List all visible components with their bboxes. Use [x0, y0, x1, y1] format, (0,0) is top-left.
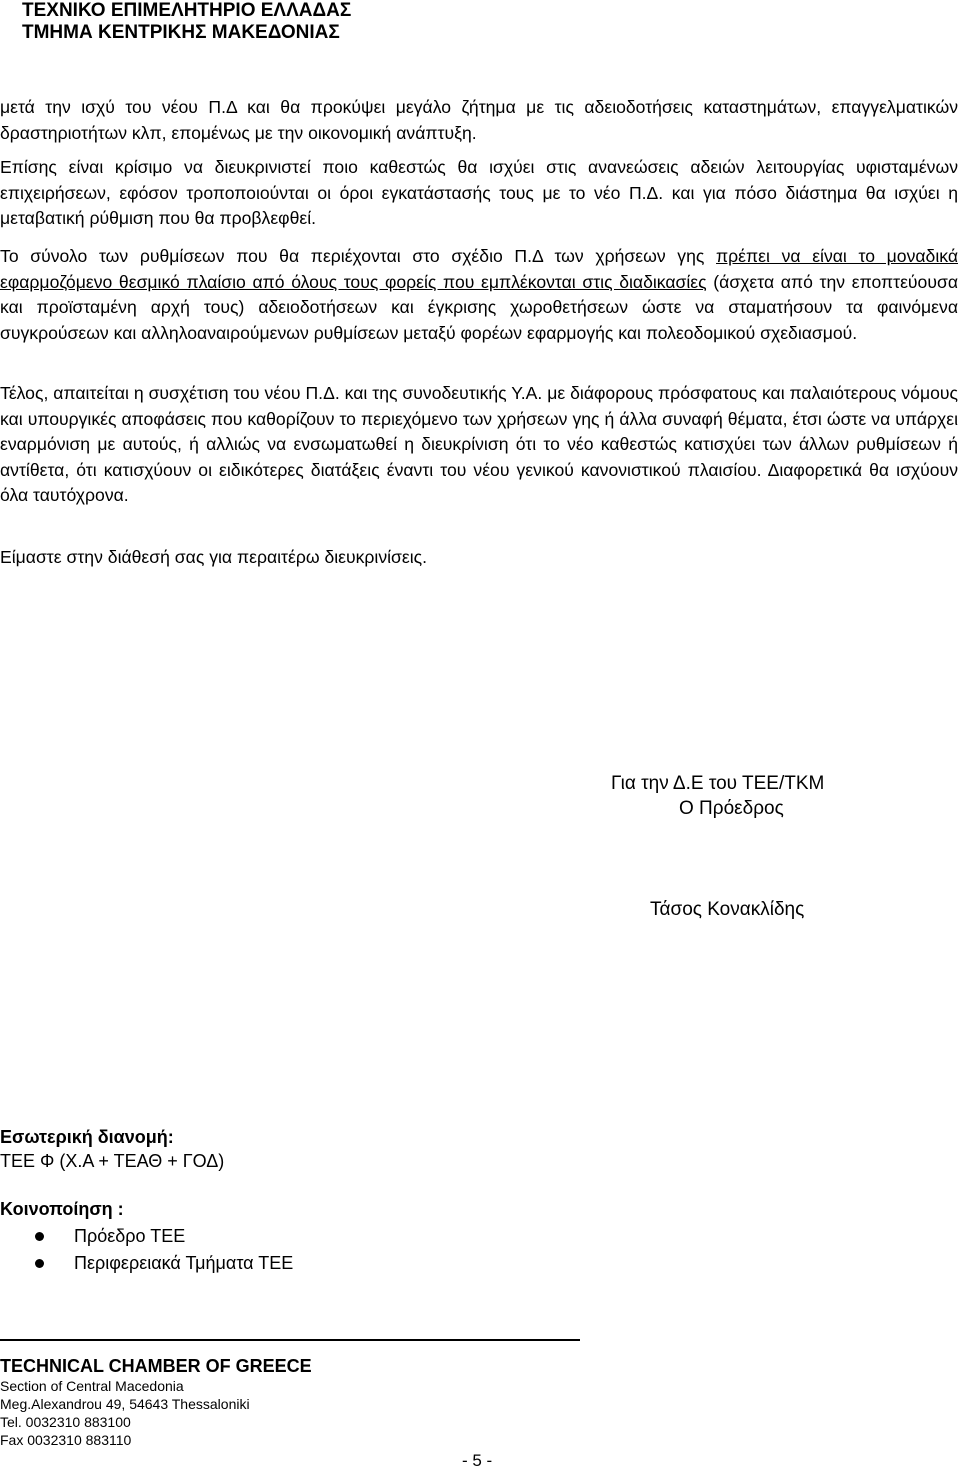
- paragraph-5: Είμαστε στην διάθεσή σας για περαιτέρω διευκρινίσεις.: [0, 547, 428, 567]
- signature-for-line: Για την Δ.Ε του ΤΕΕ/ΤΚΜ: [611, 773, 825, 794]
- paragraph-3-end: (άσχετα από την εποπτεύουσα και προϊσταμένη αρχή τους) αδειοδοτήσεων και έγκρισης χωροθετήσεων ώστε να σταματήσουν τα φαινόμενα συγκρούσεων και αλληλοαναιρούμενων ρυθμίσεων μεταξύ φορέων εφαρμογής και πολεοδομικού σχεδιασμού.: [0, 271, 958, 343]
- footer-fax: Fax 0032310 883110: [0, 1432, 132, 1448]
- paragraph-1: μετά την ισχύ του νέου Π.Δ και θα προκύψει μεγάλο ζήτημα με τις αδειοδοτήσεις καταστημάτων, επαγγελματικών δραστηριοτήτων κλπ, επομένως με την οικονομική ανάπτυξη.: [0, 97, 958, 143]
- cc-list-item: [0, 1225, 293, 1252]
- footer-org: TECHNICAL CHAMBER OF GREECE: [0, 1356, 312, 1376]
- footer-address: Meg.Alexandrou 49, 54643 Thessaloniki: [0, 1396, 250, 1412]
- paragraph-4: Τέλος, απαιτείται η συσχέτιση του νέου Π.Δ. και της συνοδευτικής Υ.Α. με διάφορους πρόσφατους και παλαιότερους νόμους και υπουργικές αποφάσεις που καθορίζουν το περιεχόμενο των χρήσεων γης ή άλλα συναφή θέματα, έτσι ώστε να υπάρχει εναρμόνιση με αυτούς, ή αλλιώς να ενσωματωθεί η διευκρίνιση ότι το νέο καθεστώς κατισχύει των άλλων ρυθμίσεων ή αντίθετα, ότι κατισχύουν οι ειδικότερες διατάξεις έναντι του νέου γενικού κανονιστικού πλαισίου. Διαφορετικά θα ισχύουν όλα ταυτόχρονα.: [0, 383, 958, 506]
- paragraph-3-underlined: πρέπει να είναι το μοναδικά εφαρμοζόμενο θεσμικό πλαίσιο από όλους τους φορείς που εμπλέκονται στις διαδικασίες: [0, 246, 958, 292]
- internal-distribution-title: Εσωτερική διανομή:: [0, 1127, 174, 1147]
- paragraph-3-start: Το σύνολο των ρυθμίσεων που θα περιέχονται στο σχέδιο Π.Δ των χρήσεων γης: [0, 246, 717, 266]
- page-number: - 5 -: [462, 1451, 493, 1470]
- footer-section: Section of Central Macedonia: [0, 1378, 184, 1394]
- cc-list: [0, 1225, 293, 1279]
- letterhead: [22, 0, 351, 44]
- bullet-icon: [35, 1259, 44, 1268]
- signature-role: Ο Πρόεδρος: [679, 798, 784, 819]
- paragraph-2: Επίσης είναι κρίσιμο να διευκρινιστεί ποιο καθεστώς θα ισχύει στις ανανεώσεις αδειών λειτουργίας υφισταμένων επιχειρήσεων, εφόσον τροποποιούνται οι όροι εγκατάστασής τους με το νέο Π.Δ. και για πόσο διάστημα θα ισχύει η μεταβατική ρύθμιση που θα προβλεφθεί.: [0, 157, 958, 229]
- letterhead-org: ΤΕΧΝΙΚΟ ΕΠΙΜΕΛΗΤΗΡΙΟ ΕΛΛΑΔΑΣ: [22, 0, 352, 21]
- cc-item-label: Πρόεδρο ΤΕΕ: [74, 1226, 186, 1246]
- internal-distribution-value: ΤΕΕ Φ (Χ.Α + ΤΕΑΘ + ΓΟΔ): [0, 1151, 225, 1171]
- cc-title: Κοινοποίηση :: [0, 1199, 124, 1219]
- cc-item-label: Περιφερειακά Τμήματα ΤΕΕ: [74, 1253, 294, 1273]
- cc-list-item: [0, 1252, 293, 1279]
- signature-name: Τάσος Κονακλίδης: [650, 899, 805, 920]
- bullet-icon: [35, 1232, 44, 1241]
- letterhead-section: ΤΜΗΜΑ ΚΕΝΤΡΙΚΗΣ ΜΑΚΕΔΟΝΙΑΣ: [22, 22, 340, 43]
- paragraph-3: [0, 244, 958, 346]
- footer-tel: Tel. 0032310 883100: [0, 1414, 131, 1430]
- footer-divider: [0, 1339, 580, 1341]
